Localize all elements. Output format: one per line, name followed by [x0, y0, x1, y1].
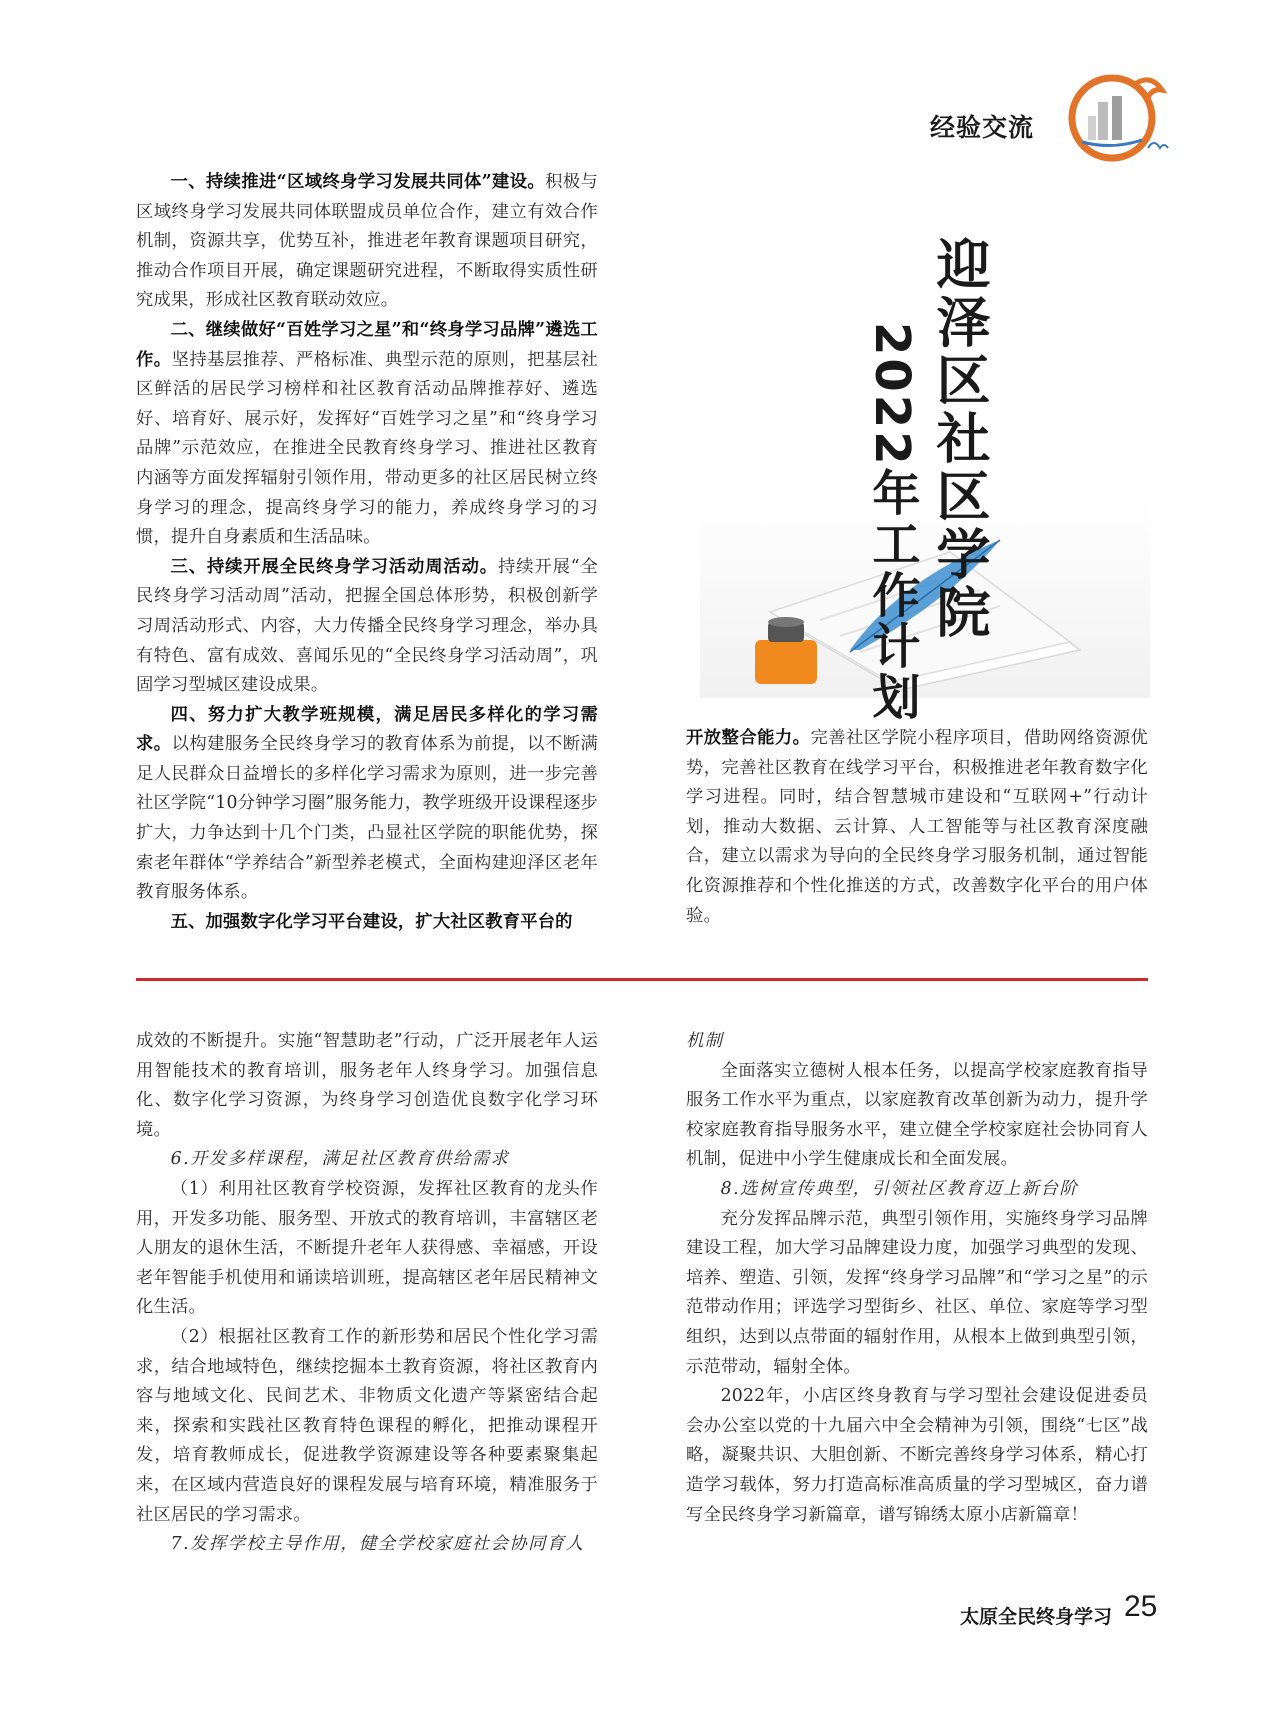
- paragraph-item-2: [136, 316, 598, 553]
- page-number: 25: [1124, 1590, 1158, 1623]
- paragraph-heading: 开放整合能力。: [686, 728, 811, 748]
- paragraph-item-6: [686, 724, 1148, 931]
- paragraph-item-5: [136, 908, 598, 938]
- paragraph-heading: 二、继续做好“百姓学习之星”和“终身学习品牌”遴选工作。: [136, 319, 598, 370]
- paragraph-text: （2）根据社区教育工作的新形势和居民个性化学习需求，结合地域特色，继续挖掘本土教育资源，将社区教育内容与地域文化、民间艺术、非物质文化遗产等紧密结合起来，探索和实践社区教育特色课程的孵化，把推动课程开发，培育教师成长，促进教学资源建设等各种要素聚集起来，在区域内营造良好的课程发展与培育环境，精准服务于社区居民的学习需求。: [136, 1326, 598, 1525]
- section-label: 经验交流: [930, 113, 1035, 142]
- paragraph-text: 充分发挥品牌示范，典型引领作用，实施终身学习品牌建设工程，加大学习品牌建设力度，加强学习典型的发现、培养、塑造、引领，发挥“终身学习品牌”和“学习之星”的示范带动作用；评选学习型街乡、社区、单位、家庭等学习型组织，达到以点带面的辐射作用，从根本上做到典型引领，示范带动，辐射全体。: [686, 1208, 1148, 1377]
- paragraph-text: 以构建服务全民终身学习的教育体系为前提，以不断满足人民群众日益增长的多样化学习需求为原则，进一步完善社区学院“10分钟学习圈”服务能力，教学班级开设课程逐步扩大，力争达到十几个门类，凸显社区学院的职能优势，探索老年群体“学养结合”新型养老模式，全面构建迎泽区老年教育服务体系。: [136, 734, 598, 903]
- paragraph-text: （1）利用社区教育学校资源，发挥社区教育的龙头作用，开发多功能、服务型、开放式的教育培训，丰富辖区老人朋友的退休生活，不断提升老年人获得感、幸福感，开设老年智能手机使用和诵读培训班，提高辖区老年居民精神文化生活。: [136, 1178, 598, 1318]
- paragraph-text: 全面落实立德树人根本任务，以提高学校家庭教育指导服务工作水平为重点，以家庭教育改革创新为动力，提升学校家庭教育指导服务水平，建立健全学校家庭社会协同育人机制，促进中小学生健康成长和全面发展。: [686, 1060, 1148, 1170]
- text-column-top-right: [686, 724, 1148, 931]
- paragraph-heading: 四、努力扩大教学班规模，满足居民多样化的学习需求。: [136, 704, 598, 755]
- paragraph-text: 2022年，小店区终身教育与学习型社会建设促进委员会办公室以党的十九届六中全会精神为引领，围绕“七区”战略，凝聚共识、大胆创新、不断完善终身学习体系，精心打造学习载体，努力打造高标准高质量的学习型城区，奋力谱写全民终身学习新篇章，谱写锦绣太原小店新篇章！: [686, 1386, 1148, 1525]
- text-column-bottom-right: [686, 1027, 1148, 1530]
- paragraph-heading: 一、持续推进“区域终身学习发展共同体”建设。: [170, 172, 546, 192]
- subsection-heading-8: 8.选树宣传典型，引领社区教育迈上新台阶: [720, 1178, 1079, 1199]
- paragraph-text: 积极与区域终身学习发展共同体联盟成员单位合作，建立有效合作机制，资源共享，优势互补，推进老年教育课题项目研究，推动合作项目开展，确定课题研究进程，不断取得实质性研究成果，形成社区教育联动效应。: [136, 172, 599, 311]
- text-column-bottom-left: [136, 1027, 598, 1560]
- section-divider: [136, 978, 1148, 981]
- section-logo-icon: [1062, 68, 1174, 168]
- feather-ink-illustration: [700, 500, 1150, 698]
- paragraph-item-4: [136, 701, 598, 908]
- text-column-top-left: [136, 168, 598, 937]
- subsection-heading-7-cont: 机制: [686, 1031, 724, 1051]
- paragraph-text: 成效的不断提升。实施“智慧助老”行动，广泛开展老年人运用智能技术的教育培训，服务老年人终身学习。加强信息化、数字化学习资源，为终身学习创造优良数字化学习环境。: [136, 1031, 598, 1140]
- paragraph-heading: 三、持续开展全民终身学习活动周活动。: [170, 556, 498, 577]
- paragraph-item-1: [136, 168, 598, 316]
- paragraph-text: 坚持基层推荐、严格标准、典型示范的原则，把基层社区鲜活的居民学习榜样和社区教育活动品牌推荐好、遴选好、培育好、展示好，发挥好“百姓学习之星”和“终身学习品牌”示范效应，在推进全民教育终身学习、推进社区教育内涵等方面发挥辐射引领作用，带动更多的社区居民树立终身学习的理念，提高终身学习的能力，养成终身学习的习惯，提升自身素质和生活品味。: [136, 349, 598, 548]
- article-title: 迎泽区社区学院: [928, 236, 991, 642]
- paragraph-text: 完善社区学院小程序项目，借助网络资源优势，完善社区教育在线学习平台，积极推进老年教育数字化学习进程。同时，结合智慧城市建设和“互联网+”行动计划，推动大数据、云计算、人工智能等与社区教育深度融合，建立以需求为导向的全民终身学习服务机制，通过智能化资源推荐和个性化推送的方式，改善数字化平台的用户体验。: [686, 728, 1148, 926]
- paragraph-text: 持续开展“全民终身学习活动周”活动，把握全国总体形势，积极创新学习周活动形式、内容，大力传播全民终身学习理念，举办具有特色、富有成效、喜闻乐见的“全民终身学习活动周”，巩固学习型城区建设成果。: [136, 556, 598, 696]
- subsection-heading-6: 6.开发多样课程，满足社区教育供给需求: [170, 1149, 510, 1170]
- article-subtitle: 2022年工作计划: [864, 322, 920, 723]
- subsection-heading-7: 7.发挥学校主导作用，健全学校家庭社会协同育人: [170, 1534, 585, 1555]
- paragraph-heading: 五、加强数字化学习平台建设，扩大社区教育平台的: [170, 911, 573, 932]
- paragraph-item-3: [136, 553, 598, 701]
- magazine-name: 太原全民终身学习: [960, 1606, 1113, 1628]
